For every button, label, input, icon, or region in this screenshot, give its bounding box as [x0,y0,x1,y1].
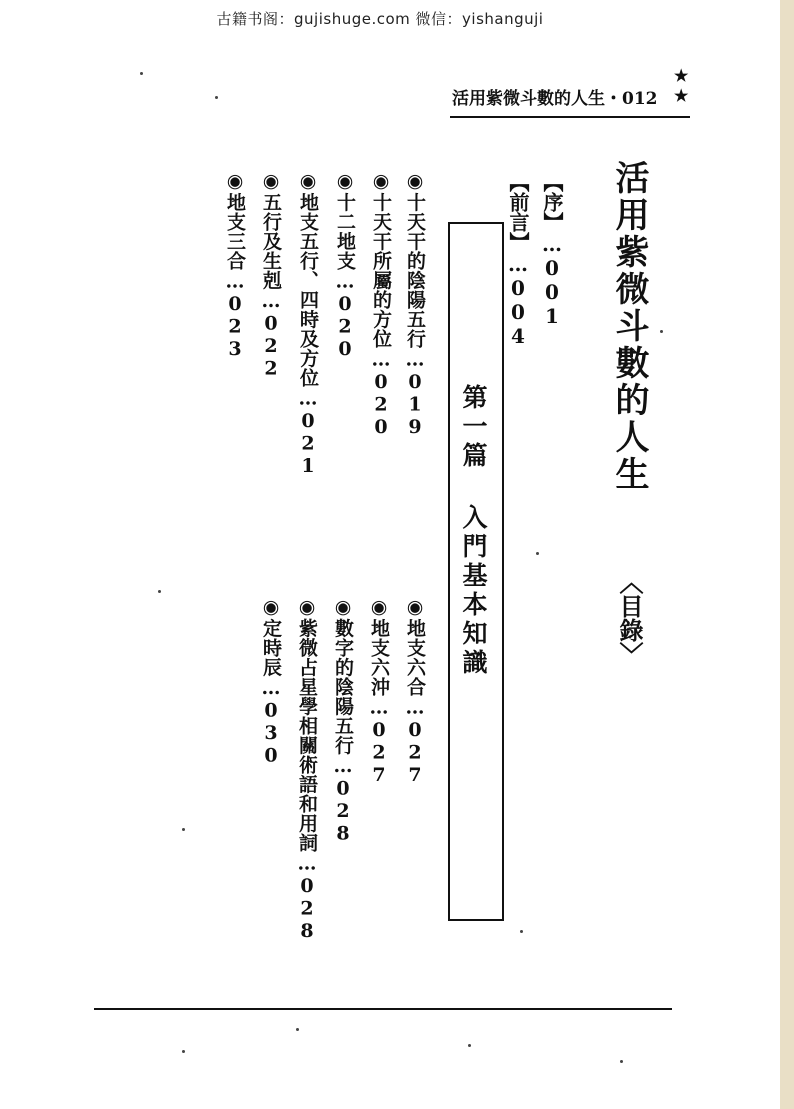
toc-entry: ◉地支六沖…027 [368,596,390,787]
scan-speck [158,590,161,593]
scan-speck [140,72,143,75]
running-head-title: 活用紫微斗數的人生 [452,89,605,109]
watermark-text: 古籍书阁：gujishuge.com 微信：yishanguji [216,10,544,28]
toc-entry: ◉紫微占星學相關術語和用詞…028 [296,596,318,943]
toc-entry: ◉十天干的陰陽五行…019 [404,170,426,439]
scan-speck [182,1050,185,1053]
toc-entry: ◉地支三合…023 [224,170,246,361]
toc-entry-preface: 【序】…001 [540,172,564,328]
toc-entry: ◉十二地支…020 [334,170,356,361]
toc-entry-foreword: 【前言】…004 [506,172,530,348]
star-icon: ★ [674,66,689,85]
scan-speck [536,552,539,555]
scan-speck [296,1028,299,1031]
footer-rule [94,1008,672,1010]
scan-speck [520,930,523,933]
toc-entry: ◉五行及生剋…022 [260,170,282,380]
scan-speck [468,1044,471,1047]
running-head [452,66,689,114]
book-title: 活用紫微斗數的人生 [609,160,649,493]
header-rule [450,116,690,118]
page-edge-strip [780,0,794,1109]
star-icon: ★ [674,86,689,105]
toc-entry: ◉十天干所屬的方位…020 [370,170,392,439]
toc-entry: ◉地支六合…027 [404,596,426,787]
toc-entry: ◉數字的陰陽五行…028 [332,596,354,845]
scan-speck [182,828,185,831]
scan-speck [215,96,218,99]
scan-speck [620,1060,623,1063]
running-head-page-number: ・012 [605,89,658,109]
toc-entry: ◉地支五行、四時及方位…021 [297,170,319,478]
contents-label: 〈目錄〉 [615,570,644,666]
part-title: 第一篇 入門基本知識 [459,384,488,678]
scan-speck [660,330,663,333]
toc-entry: ◉定時辰…030 [260,596,282,767]
